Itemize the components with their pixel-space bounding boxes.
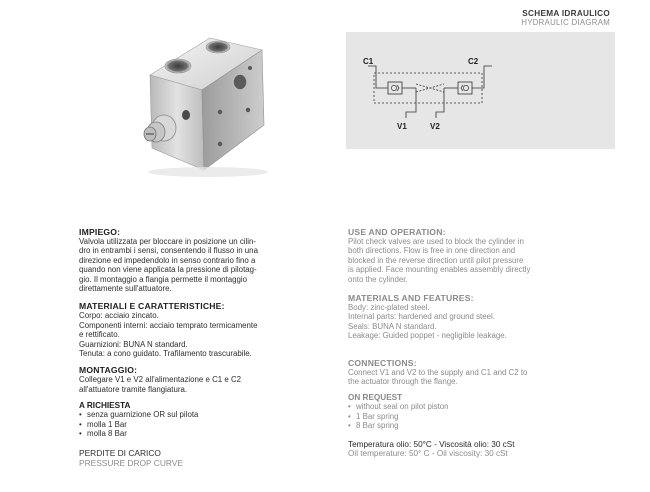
use-line-en: blocked in the reverse direction until pilot pressure [348, 255, 524, 265]
use-line-it: gio. Il montaggio a flangia permette il montaggio [79, 274, 247, 284]
list-item: • without seal on pilot piston [348, 402, 563, 411]
connections-heading-en: CONNECTIONS: [348, 357, 417, 368]
pressure-drop-title: PERDITE DI CARICO [79, 447, 161, 458]
materials-line-it: e rettificato. [79, 330, 120, 340]
materials-heading-en: MATERIALS AND FEATURES: [348, 293, 474, 304]
materials-line-it: Componenti interni: acciaio temprato termicamente [79, 320, 258, 330]
materials-line-en: Leakage: Guided poppet - negligible leakage. [348, 331, 507, 341]
on-request-heading-en: ON REQUEST [348, 393, 403, 403]
connections-line-en: the actuator through the flange. [348, 377, 458, 387]
materials-heading-it: MATERIALI E CARATTERISTICHE: [79, 301, 225, 312]
diagram-title-en: HYDRAULIC DIAGRAM [521, 18, 610, 27]
diagram-title-it: SCHEMA IDRAULICO [522, 9, 610, 18]
temperature-line-it: Temperatura olio: 50°C - Viscosità olio: 30 cSt [348, 439, 515, 449]
mounting-line-it: all'attuatore tramite flangiatura. [79, 384, 188, 394]
on-request-heading-it: A RICHIESTA [79, 401, 131, 411]
mounting-heading-it: MONTAGGIO: [79, 365, 138, 376]
temperature-line-en: Oil temperature: 50° C - Oil viscosity: 30 cSt [348, 448, 508, 458]
use-line-en: onto the cylinder. [348, 274, 408, 284]
use-line-it: dro in entrambi i sensi, consentendo il flusso in una [79, 246, 258, 256]
use-line-it: direttamente sull'attuatore. [79, 284, 172, 294]
mounting-line-it: Collegare V1 e V2 all'alimentazione e C1 e C2 [79, 375, 242, 385]
materials-text-en [348, 303, 563, 341]
hydraulic-diagram-panel [346, 32, 615, 149]
port-c2-label: C2 [468, 57, 479, 66]
mounting-text-it [79, 375, 279, 394]
valve-product-image [120, 20, 280, 180]
use-line-it: Valvola utilizzata per bloccare in posizione un cilin- [79, 237, 257, 246]
english-column [348, 227, 563, 458]
hydraulic-schematic [346, 32, 615, 149]
port-v2-label: V2 [430, 122, 440, 131]
italian-column [79, 227, 279, 468]
list-item: • 1 Bar spring [348, 412, 563, 421]
connections-text-en [348, 368, 563, 387]
use-line-it: quando non viene applicata la pressione di pilotag- [79, 265, 257, 275]
list-item: • molla 8 Bar [79, 429, 279, 438]
on-request-list-it [79, 410, 279, 438]
port-c1-label: C1 [363, 57, 374, 66]
materials-line-it: Corpo: acciaio zincato. [79, 311, 159, 321]
on-request-list-en [348, 402, 563, 430]
port-v1-label: V1 [397, 122, 407, 131]
list-item: • 8 Bar spring [348, 421, 563, 430]
use-line-en: Pilot check valves are used to block the cylinder in [348, 237, 524, 246]
materials-line-en: Internal parts: hardened and ground steel. [348, 312, 495, 322]
materials-line-it: Tenuta: a cono guidato. Trafilamento trascurabile. [79, 349, 252, 359]
connections-line-en: Connect V1 and V2 to the supply and C1 and C2 to [348, 367, 528, 377]
materials-text-it [79, 311, 279, 358]
use-heading-it: IMPIEGO: [79, 227, 121, 237]
pressure-drop-subtitle: PRESSURE DROP CURVE [79, 457, 183, 468]
use-line-en: is applied. Face mounting enables assembly directly [348, 265, 531, 275]
materials-line-en: Body: zinc-plated steel. [348, 303, 430, 313]
use-line-en: both directions. Flow is free in one direction and [348, 246, 516, 256]
use-line-it: direzione ed impedendolo in senso contrario fino a [79, 255, 256, 265]
list-item: • molla 1 Bar [79, 420, 279, 429]
use-text-it [79, 237, 279, 293]
list-item: • senza guarnizione OR sul pilota [79, 410, 279, 419]
use-heading-en: USE AND OPERATION: [348, 227, 446, 237]
use-text-en [348, 237, 563, 284]
materials-line-it: Guarnizioni: BUNA N standard. [79, 339, 188, 349]
materials-line-en: Seals: BUNA N standard. [348, 321, 437, 331]
